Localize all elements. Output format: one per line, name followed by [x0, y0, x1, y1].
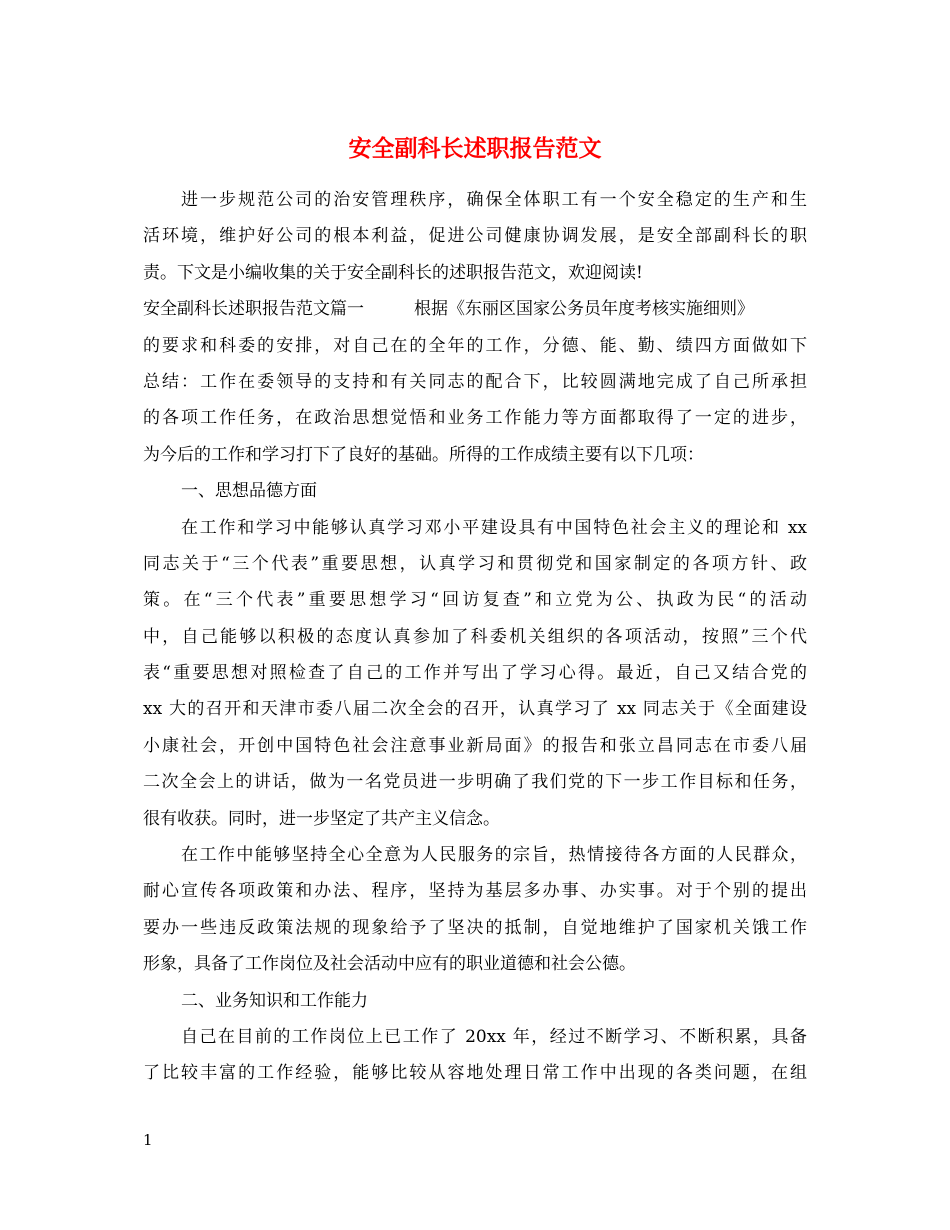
- text-line: 进一步规范公司的治安管理秩序，确保全体职工有一个安全稳定的生产和生: [181, 190, 807, 210]
- text-line: 很有收获。同时，进一步坚定了共产主义信念。: [143, 808, 500, 829]
- text-line: 中，自己能够以积极的态度认真参加了科委机关组织的各项活动，按照”三个代: [143, 626, 807, 647]
- document-body: [143, 182, 807, 1092]
- text-line: 为今后的工作和学习打下了良好的基础。所得的工作成绩主要有以下几项：: [143, 444, 704, 465]
- document-title: 安全副科长述职报告范文: [348, 135, 602, 162]
- text-line: 要办一些违反政策法规的现象给予了坚决的抵制，自觉地维护了国家机关饿工作: [143, 917, 807, 938]
- text-line: 在工作中能够坚持全心全意为人民服务的宗旨，热情接待各方面的人民群众，: [181, 845, 807, 866]
- text-line: 耐心宣传各项政策和办法、程序，坚持为基层多办事、办实事。对于个别的提出: [143, 881, 807, 902]
- text-line: xx 大的召开和天津市委八届二次全会的召开，认真学习了 xx 同志关于《全面建设: [143, 699, 807, 720]
- article-label: 安全副科长述职报告范文篇一: [143, 299, 364, 320]
- text-line: 的各项工作任务，在政治思想觉悟和业务工作能力等方面都取得了一定的进步，: [143, 408, 807, 429]
- text-line: 自己在目前的工作岗位上已工作了 20xx 年，经过不断学习、不断积累，具备: [181, 1026, 807, 1047]
- section-heading: 一、思想品德方面: [181, 481, 317, 502]
- text-line: 在工作和学习中能够认真学习邓小平建设具有中国特色社会主义的理论和 xx: [181, 517, 807, 538]
- text-line: 二次全会上的讲话，做为一名党员进一步明确了我们党的下一步工作目标和任务，: [143, 772, 807, 793]
- text-line: 了比较丰富的工作经验，能够比较从容地处理日常工作中出现的各类问题，在组: [143, 1063, 807, 1084]
- page-number: 1: [143, 1131, 153, 1149]
- text-line: 责。下文是小编收集的关于安全副科长的述职报告范文，欢迎阅读!: [143, 262, 643, 283]
- text-line: 表“重要思想对照检查了自己的工作并写出了学习心得。最近，自己又结合党的: [143, 663, 807, 684]
- text-line: 的要求和科委的安排，对自己在的全年的工作，分德、能、勤、绩四方面做如下: [143, 335, 807, 356]
- text-line: 小康社会，开创中国特色社会注意事业新局面》的报告和张立昌同志在市委八届: [143, 735, 807, 756]
- article-heading-line: [143, 291, 807, 327]
- text-line: 总结：工作在委领导的支持和有关同志的配合下，比较圆满地完成了自己所承担: [143, 371, 807, 392]
- text-line: 同志关于“三个代表”重要思想，认真学习和贯彻党和国家制定的各项方针、政: [143, 553, 807, 574]
- article-first-line: 根据《东丽区国家公务员年度考核实施细则》: [414, 299, 754, 320]
- text-line: 活环境，维护好公司的根本利益，促进公司健康协调发展，是安全部副科长的职: [143, 226, 807, 247]
- section-heading: 二、业务知识和工作能力: [181, 990, 368, 1011]
- text-line: 策。在“三个代表”重要思想学习“回访复查”和立党为公、执政为民“的活动: [143, 590, 807, 611]
- text-line: 形象，具备了工作岗位及社会活动中应有的职业道德和社会公德。: [143, 954, 636, 975]
